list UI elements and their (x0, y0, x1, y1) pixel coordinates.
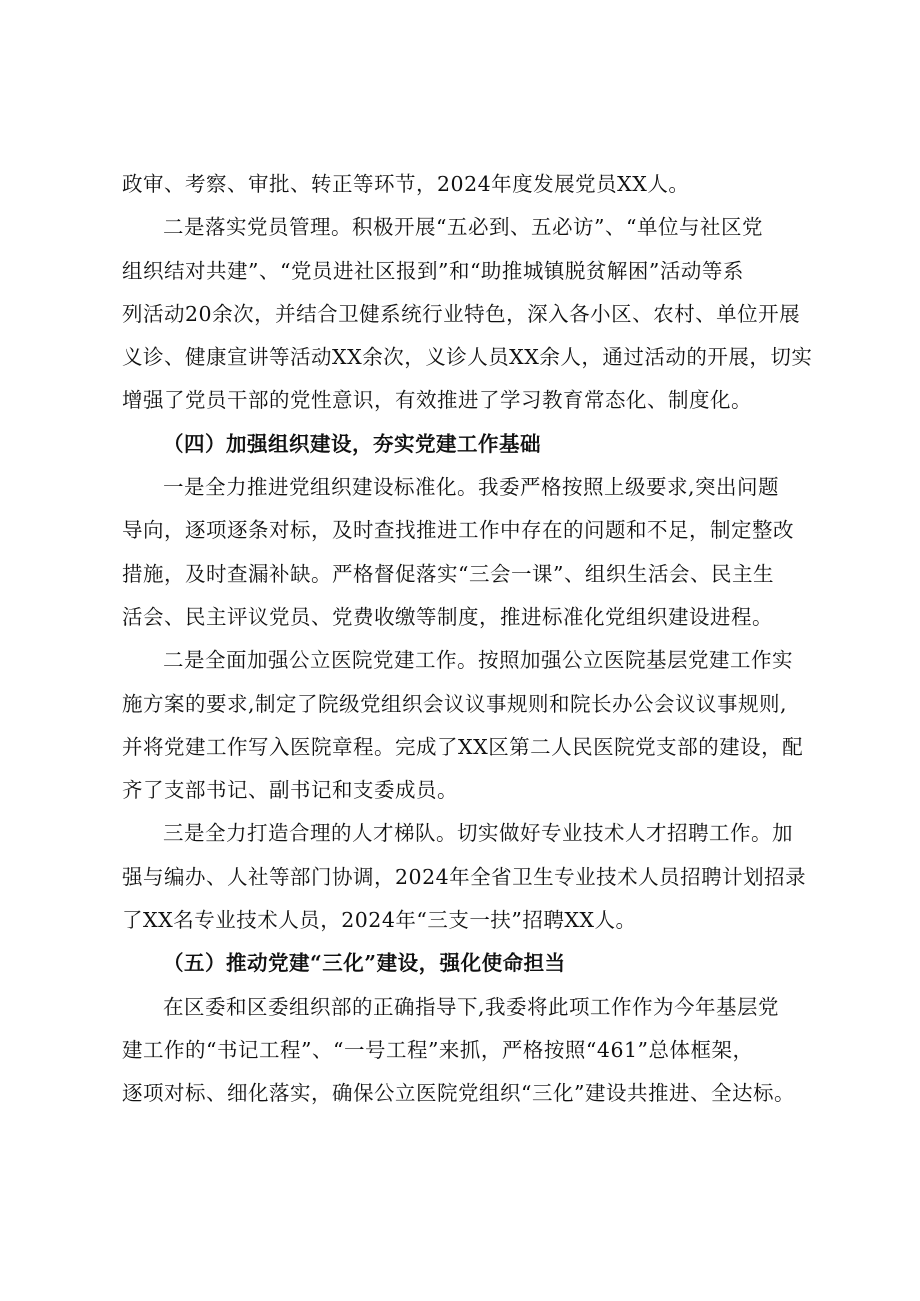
text-line: 列活动20余次，并结合卫健系统行业特色，深入各小区、农村、单位开展 (122, 301, 801, 326)
text-line: 并将党建工作写入医院章程。完成了XX区第二人民医院党支部的建设，配 (122, 734, 804, 759)
text-line: 强与编办、人社等部门协调，2024年全省卫生专业技术人员招聘计划招录 (122, 864, 807, 889)
paragraph-three-modernizations (122, 986, 812, 1116)
text-line: 组织结对共建”、“党员进社区报到”和“助推城镇脱贫解困”活动等系 (122, 258, 744, 283)
text-line: 一是全力推进党组织建设标准化。我委严格按照上级要求,突出问题 (163, 475, 780, 500)
heading-text: （五）推动党建“三化”建设，强化使命担当 (163, 951, 566, 976)
text-line: 义诊、健康宣讲等活动XX余次，义诊人员XX余人，通过活动的开展，切实 (122, 345, 813, 370)
paragraph-public-hospital (122, 639, 812, 812)
paragraph-party-member-management (122, 206, 812, 422)
text-line: 措施，及时查漏补缺。严格督促落实“三会一课”、组织生活会、民主生 (122, 561, 774, 586)
paragraph-talent-echelon (122, 812, 812, 942)
text-line: 三是全力打造合理的人才梯队。切实做好专业技术人才招聘工作。加 (163, 821, 793, 846)
section-heading-4 (122, 423, 812, 466)
text-line: 施方案的要求,制定了院级党组织会议议事规则和院长办公会议议事规则, (122, 691, 788, 716)
document-body (122, 163, 812, 1116)
heading-text: （四）加强组织建设，夯实党建工作基础 (163, 431, 541, 456)
text-line: 二是全面加强公立医院党建工作。按照加强公立医院基层党建工作实 (163, 648, 793, 673)
text-line: 在区委和区委组织部的正确指导下,我委将此项工作作为今年基层党 (163, 994, 780, 1019)
paragraph-continuation (122, 163, 812, 206)
text-line: 逐项对标、细化落实，确保公立医院党组织“三化”建设共推进、全达标。 (122, 1081, 795, 1106)
text-line: 政审、考察、审批、转正等环节，2024年度发展党员XX人。 (122, 172, 690, 196)
text-line: 建工作的“书记工程”、“一号工程”来抓，严格按照“461”总体框架， (122, 1037, 754, 1062)
text-line: 二是落实党员管理。积极开展“五必到、五必访”、“单位与社区党 (163, 215, 763, 240)
text-line: 导向，逐项逐条对标，及时查找推进工作中存在的问题和不足，制定整改 (122, 518, 794, 543)
text-line: 了XX名专业技术人员，2024年“三支一扶”招聘XX人。 (122, 908, 637, 933)
text-line: 增强了党员干部的党性意识，有效推进了学习教育常态化、制度化。 (122, 388, 752, 413)
text-line: 活会、民主评议党员、党费收缴等制度，推进标准化党组织建设进程。 (122, 604, 773, 629)
paragraph-standardization (122, 466, 812, 639)
text-line: 齐了支部书记、副书记和支委成员。 (122, 778, 458, 803)
section-heading-5 (122, 942, 812, 985)
